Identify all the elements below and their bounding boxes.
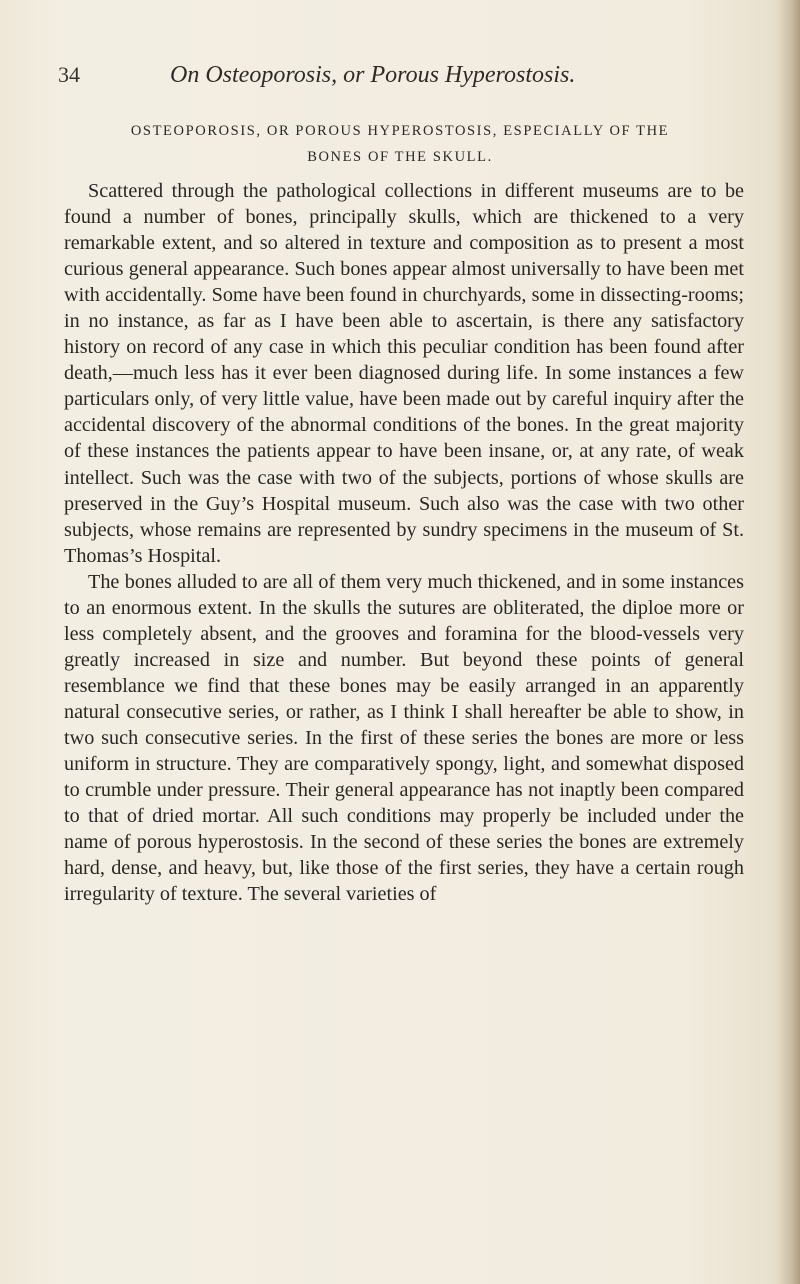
section-heading xyxy=(64,118,736,170)
paragraph-1: Scattered through the pathological collections in different museums are to be found a number of bones, principally skulls, which are thickened to a very remarkable extent, and so altered in texture and composition as to present a most curious general appearance. Such bones appear almost universally to have been met with accidentally. Some have been found in churchyards, some in dissecting-rooms; in no instance, as far as I have been able to ascertain, is there any satisfactory history on record of any case in which this peculiar condition has been found after death,—much less has it ever been diagnosed during life. In some instances a few particulars only, of very little value, have been made out by careful inquiry after the accidental discovery of the abnormal conditions of the bones. In the great majority of these instances the patients appear to have been insane, or, at any rate, of weak intellect. Such was the case with two of the subjects, portions of whose skulls are preserved in the Guy’s Hospital museum. Such also was the case with two other subjects, whose remains are represented by sundry specimens in the museum of St. Thomas’s Hospital. xyxy=(64,180,744,567)
page-number: 34 xyxy=(58,62,80,87)
page-edge-shadow xyxy=(778,0,800,1284)
section-heading-line-2: BONES OF THE SKULL. xyxy=(307,149,493,165)
paragraph-2: The bones alluded to are all of them very much thickened, and in some instances to an enormous extent. In the skulls the sutures are obliterated, the diploe more or less completely absent, and the grooves and foramina for the blood-vessels very greatly increased in size and number. But beyond these points of general resemblance we find that these bones may be easily arranged in an apparently natural consecutive series, or rather, as I think I shall hereafter be able to show, in two such consecutive series. In the first of these series the bones are more or less uniform in structure. They are comparatively spongy, light, and somewhat disposed to crumble under pressure. Their general appearance has not inaptly been compared to that of dried mortar. All such conditions may properly be included under the name of porous hyperostosis. In the second of these series the bones are extremely hard, dense, and heavy, but, like those of the first series, they have a certain rough irregularity of texture. The several varieties of xyxy=(64,570,744,906)
body-text xyxy=(64,178,744,907)
section-heading-line-1: OSTEOPOROSIS, OR POROUS HYPEROSTOSIS, ESPECIALLY OF THE xyxy=(130,123,670,139)
running-head xyxy=(58,62,718,92)
running-title: On Osteoporosis, or Porous Hyperostosis. xyxy=(170,62,576,88)
